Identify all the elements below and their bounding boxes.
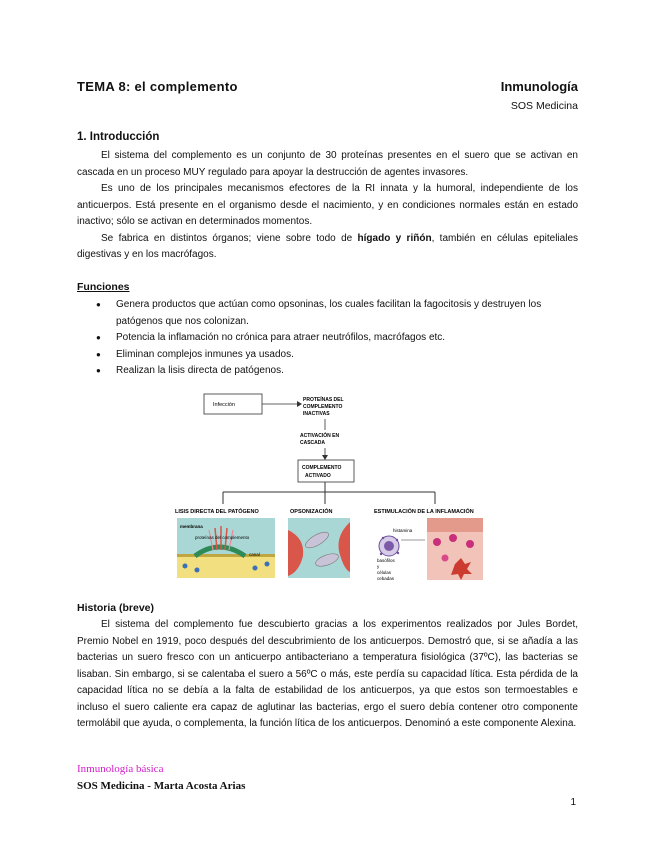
subheading-historia: Historia (breve): [77, 602, 155, 614]
list-item: ● Genera productos que actúan como opsoninas, los cuales facilitan la fagocitosis y destruyen los patógenos que nos colonizan.: [77, 297, 578, 330]
cell-dot: [466, 540, 474, 548]
section-heading-intro: 1. Introducción: [77, 131, 160, 143]
footer-course: Inmunología básica: [77, 763, 164, 775]
granule-dot: [382, 537, 384, 539]
list-item: ● Potencia la inflamación no crónica para atraer neutrófilos, macrófagos etc.: [77, 330, 578, 347]
arrow-head: [322, 455, 328, 460]
membrane-dot: [253, 566, 258, 571]
source-label: SOS Medicina: [510, 100, 578, 112]
cell-dot: [442, 555, 449, 562]
label-basophils-4: cebadas: [377, 576, 395, 580]
membrane-dot: [195, 568, 200, 573]
opsonization-illustration: [288, 518, 350, 578]
granule-dot: [396, 539, 398, 541]
list-item: ● Eliminan complejos inmunes ya usados.: [77, 347, 578, 364]
infection-label: Infección: [213, 402, 236, 408]
membrane-dot: [265, 562, 270, 567]
label-membrane: membrana: [180, 524, 203, 529]
funciones-list: [77, 297, 578, 380]
branch-lisis-label: LISIS DIRECTA DEL PATÓGENO: [175, 509, 259, 515]
arrow-head: [297, 401, 302, 407]
basophil-nucleus: [384, 541, 394, 551]
intro-paragraph: [77, 231, 578, 264]
lysis-illustration: [177, 518, 275, 578]
membrane-dot: [183, 564, 188, 569]
document-title: TEMA 8: el complemento: [77, 79, 238, 94]
subheading-funciones: Funciones: [77, 281, 130, 293]
intro-paragraph: El sistema del complemento es un conjunto de 30 proteínas presentes en el suero que se activan en cascada en un proceso MUY regulado para apoyar la destrucción de agentes invasores.: [77, 150, 578, 178]
footer-author: SOS Medicina - Marta Acosta Arias: [77, 780, 246, 792]
inactive-label-2: COMPLEMENTO: [303, 404, 343, 410]
subject-title: Inmunología: [500, 79, 578, 94]
granule-dot: [397, 552, 399, 554]
historia-body: [77, 617, 578, 733]
branch-inflammation-label: ESTIMULACIÓN DE LA INFLAMACIÓN: [374, 509, 474, 515]
bold-text: hígado y riñón: [357, 232, 432, 244]
activation-label-2: CASCADA: [300, 440, 325, 446]
label-basophils-2: y: [377, 564, 380, 569]
intro-body: [77, 148, 578, 264]
label-basophils-3: células: [377, 570, 392, 575]
membrane-edge: [177, 554, 275, 557]
page-number: 1: [570, 797, 576, 808]
activation-label-1: ACTIVACIÓN EN: [300, 433, 340, 439]
cell-dot: [433, 538, 441, 546]
activated-label-1: COMPLEMENTO: [302, 465, 342, 471]
text-run: Se fabrica en distintos órganos; viene sobre todo de: [101, 232, 358, 244]
complement-diagram: [165, 388, 485, 580]
list-item: ● Realizan la lisis directa de patógenos.: [77, 363, 578, 380]
intro-paragraph: Es uno de los principales mecanismos efectores de la RI innata y la humoral, independiente de los anticuerpos. Está presente en el organismo desde el nacimiento, y en condiciones normales están en estado inactivo; sólo se activan en determinados momentos.: [77, 183, 578, 227]
inactive-label-3: INACTIVAS: [303, 411, 330, 417]
inflammation-illustration: [377, 518, 483, 580]
activated-label-2: ACTIVADO: [305, 473, 331, 479]
granule-dot: [380, 553, 382, 555]
label-histamine: histamina: [393, 528, 413, 533]
historia-paragraph: El sistema del complemento fue descubierto gracias a los experimentos realizados por Jules Bordet, Premio Nobel en 1919, poco después del descubrimiento de los anticuerpos. Demostró que, si se añadía a las bacterias un suero fresco con un anticuerpo antibacteriano a temperatura fisiológica (37ºC), las bacterias se lisaban. Sin embargo, si se calentaba el suero a 56ºC o más, este perdía su capacidad lítica. Esta pérdida de la capacidad lítica no se debía a la falta de estabilidad de los anticuerpos, ya que estos son termoestables e incluso el suero caliente era capaz de aglutinar las bacterias, ergo el suero debía contener otro componente termolábil que ayuda, o complementa, la función lítica de los anticuerpos. Denominó a este componente Alexina.: [77, 619, 578, 729]
label-proteins: proteínas del complemento: [195, 535, 250, 540]
text-run: , también en células epiteliales digestivas y en los macrófagos.: [77, 232, 578, 260]
inactive-label-1: PROTEÍNAS DEL: [303, 397, 344, 403]
label-basophils-1: basófilos: [377, 558, 395, 563]
membrane-layer: [177, 556, 275, 578]
vessel-wall: [427, 518, 483, 532]
cell-dot: [449, 534, 457, 542]
label-channel: canal: [249, 552, 260, 557]
branch-opsonization-label: OPSONIZACIÓN: [290, 509, 333, 515]
